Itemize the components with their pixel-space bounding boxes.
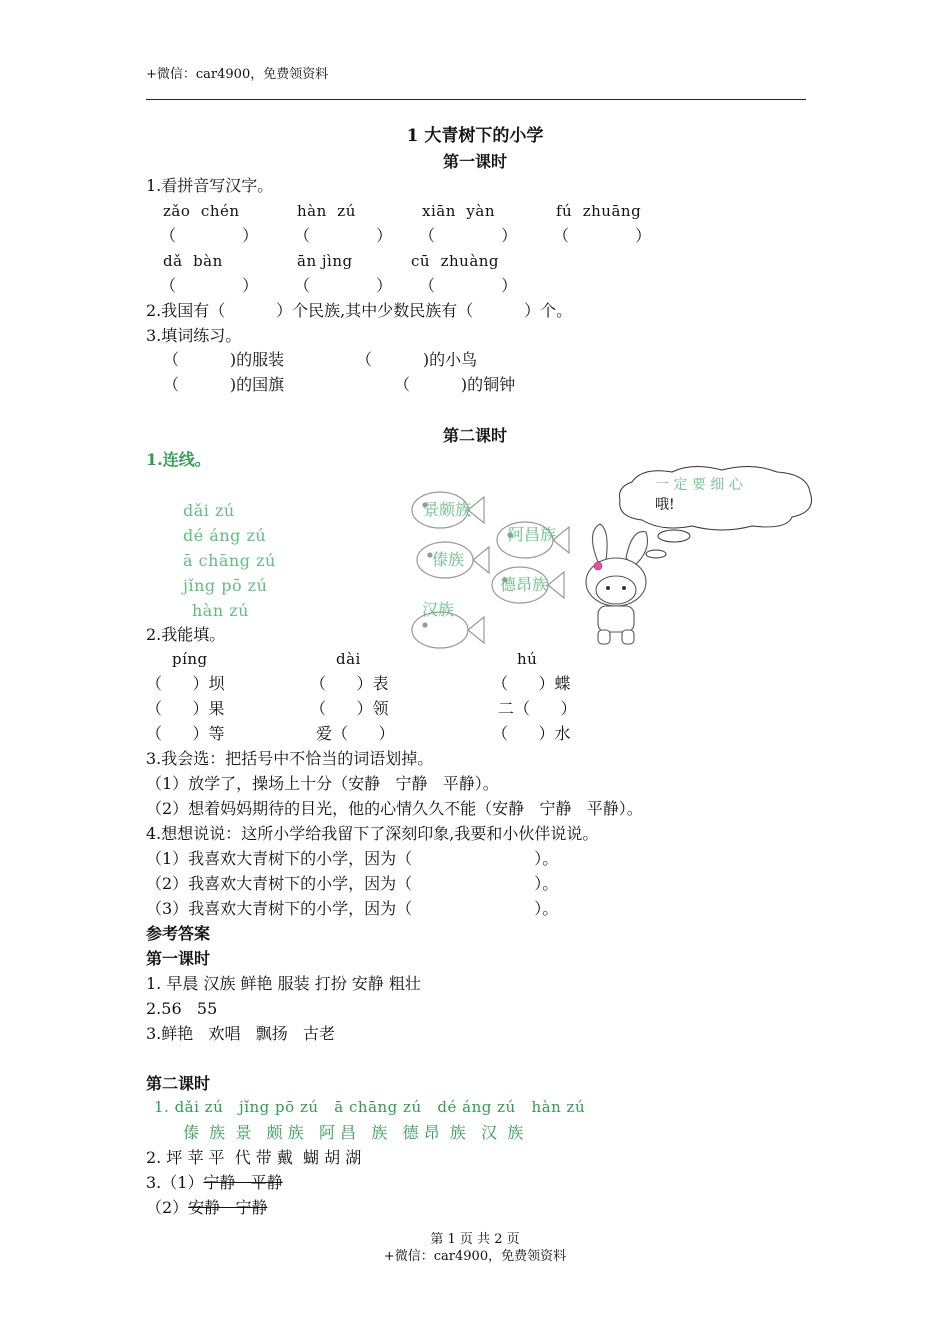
answer-prefix: （2）	[146, 1198, 189, 1217]
blank-box: （ ）	[553, 226, 652, 245]
q3-line-1: （1）放学了，操场上十分（安静 宁静 平静）。	[146, 774, 499, 793]
answers-l2-heading: 第二课时	[146, 1074, 211, 1093]
lesson2-heading: 第二课时	[442, 426, 507, 445]
q4-line-1: （1）我喜欢大青树下的小学，因为（ ）。	[146, 849, 559, 868]
struck-words: 宁静 平静	[203, 1173, 283, 1192]
bubble-text-2: 哦!	[655, 497, 675, 513]
q2-cell: （ ）蝶	[492, 674, 571, 693]
answers-heading: 参考答案	[146, 924, 211, 943]
answer-line-4	[146, 1200, 267, 1216]
blank-box: （ ）	[160, 276, 259, 295]
q2-cell: （ ）表	[310, 674, 389, 693]
answer-line: 2.56 55	[146, 999, 218, 1018]
header-rule	[146, 99, 806, 100]
pinyin-2: hàn zú	[297, 202, 356, 220]
match-pinyin-2: dé áng zú	[183, 526, 267, 545]
lesson1-q3: 3.填词练习。	[146, 326, 242, 345]
blank-box: （ ）	[419, 276, 518, 295]
blank-box: （ ）	[294, 226, 393, 245]
lesson2-q2: 2.我能填。	[146, 625, 226, 644]
q3-line-2: （2）想着妈妈期待的目光，他的心情久久不能（安静 宁静 平静）。	[146, 799, 643, 818]
fill-word-4: （ )的铜钟	[394, 375, 516, 394]
q2-cell: 爱（ ）	[316, 724, 395, 743]
answer-line: 2. 坪 苹 平 代 带 戴 蝴 胡 湖	[146, 1148, 362, 1167]
blank-box: （ ）	[294, 276, 393, 295]
q2-pinyin-3: hú	[517, 650, 538, 668]
q4-line-3: （3）我喜欢大青树下的小学，因为（ ）。	[146, 899, 559, 918]
fish-label-4: 德昂族	[500, 575, 549, 594]
answer-prefix: 3.（1）	[146, 1173, 204, 1192]
page-title: 1 大青树下的小学	[406, 126, 544, 146]
match-pinyin-1: dǎi zú	[183, 501, 235, 520]
answer-chars-line: 傣 族 景 颇 族 阿 昌 族 德 昂 族 汉 族	[183, 1123, 524, 1142]
q2-cell: （ ）等	[146, 724, 225, 743]
page-number: 第 1 页 共 2 页	[430, 1232, 520, 1247]
fill-word-1: （ )的服装	[163, 350, 285, 369]
page-footer: +微信：car4900，免费领资料	[383, 1249, 567, 1264]
q4-line-2: （2）我喜欢大青树下的小学，因为（ ）。	[146, 874, 559, 893]
answers-l1-heading: 第一课时	[146, 949, 211, 968]
answer-pinyin-line: 1. dǎi zú jǐng pō zú ā chāng zú dé áng zú hàn zú	[154, 1098, 586, 1116]
fish-label-1: 景颇族	[423, 500, 472, 519]
blank-box: （ ）	[419, 226, 518, 245]
pinyin-6: ān jìng	[297, 252, 353, 270]
q2-cell: （ ）水	[492, 724, 571, 743]
lesson1-q2: 2.我国有（ ）个民族,其中少数民族有（ ）个。	[146, 301, 573, 320]
q2-cell: （ ）坝	[146, 674, 225, 693]
q2-cell: （ ）果	[146, 699, 225, 718]
bubble-text-1: 一 定 要 细 心	[655, 477, 743, 493]
lesson2-q1: 1.连线。	[146, 450, 211, 469]
pinyin-5: dǎ bàn	[163, 252, 223, 270]
pinyin-4: fú zhuāng	[556, 202, 642, 220]
lesson1-heading: 第一课时	[442, 152, 507, 171]
blank-box: （ ）	[160, 226, 259, 245]
q2-pinyin-1: píng	[172, 650, 208, 668]
answer-line: 1. 早晨 汉族 鲜艳 服装 打扮 安静 粗壮	[146, 974, 421, 993]
lesson2-q4: 4.想想说说：这所小学给我留下了深刻印象,我要和小伙伴说说。	[146, 824, 599, 843]
q2-cell: 二（ ）	[498, 699, 577, 718]
q2-cell: （ ）领	[310, 699, 389, 718]
cartoon-character	[576, 522, 656, 650]
fish-label-5: 汉族	[422, 600, 455, 619]
struck-words: 安静 宁静	[188, 1198, 268, 1217]
answer-line-3	[146, 1175, 283, 1191]
fill-word-3: （ )的国旗	[163, 375, 285, 394]
pinyin-7: cū zhuàng	[411, 252, 500, 270]
fish-label-2: 阿昌族	[508, 525, 557, 544]
page-header: +微信：car4900，免费领资料	[146, 67, 329, 82]
match-pinyin-5: hàn zú	[192, 601, 249, 620]
lesson1-q1: 1.看拼音写汉字。	[146, 176, 274, 195]
match-pinyin-3: ā chāng zú	[183, 551, 276, 570]
answer-line: 3.鲜艳 欢唱 飘扬 古老	[146, 1024, 336, 1043]
match-pinyin-4: jǐng pō zú	[183, 576, 268, 595]
q2-pinyin-2: dài	[336, 650, 361, 668]
pinyin-1: zǎo chén	[163, 202, 240, 220]
fish-label-3: 傣族	[432, 550, 465, 569]
pinyin-3: xiān yàn	[422, 202, 495, 220]
fill-word-2: （ )的小鸟	[356, 350, 478, 369]
lesson2-q3: 3.我会选：把括号中不恰当的词语划掉。	[146, 749, 434, 768]
